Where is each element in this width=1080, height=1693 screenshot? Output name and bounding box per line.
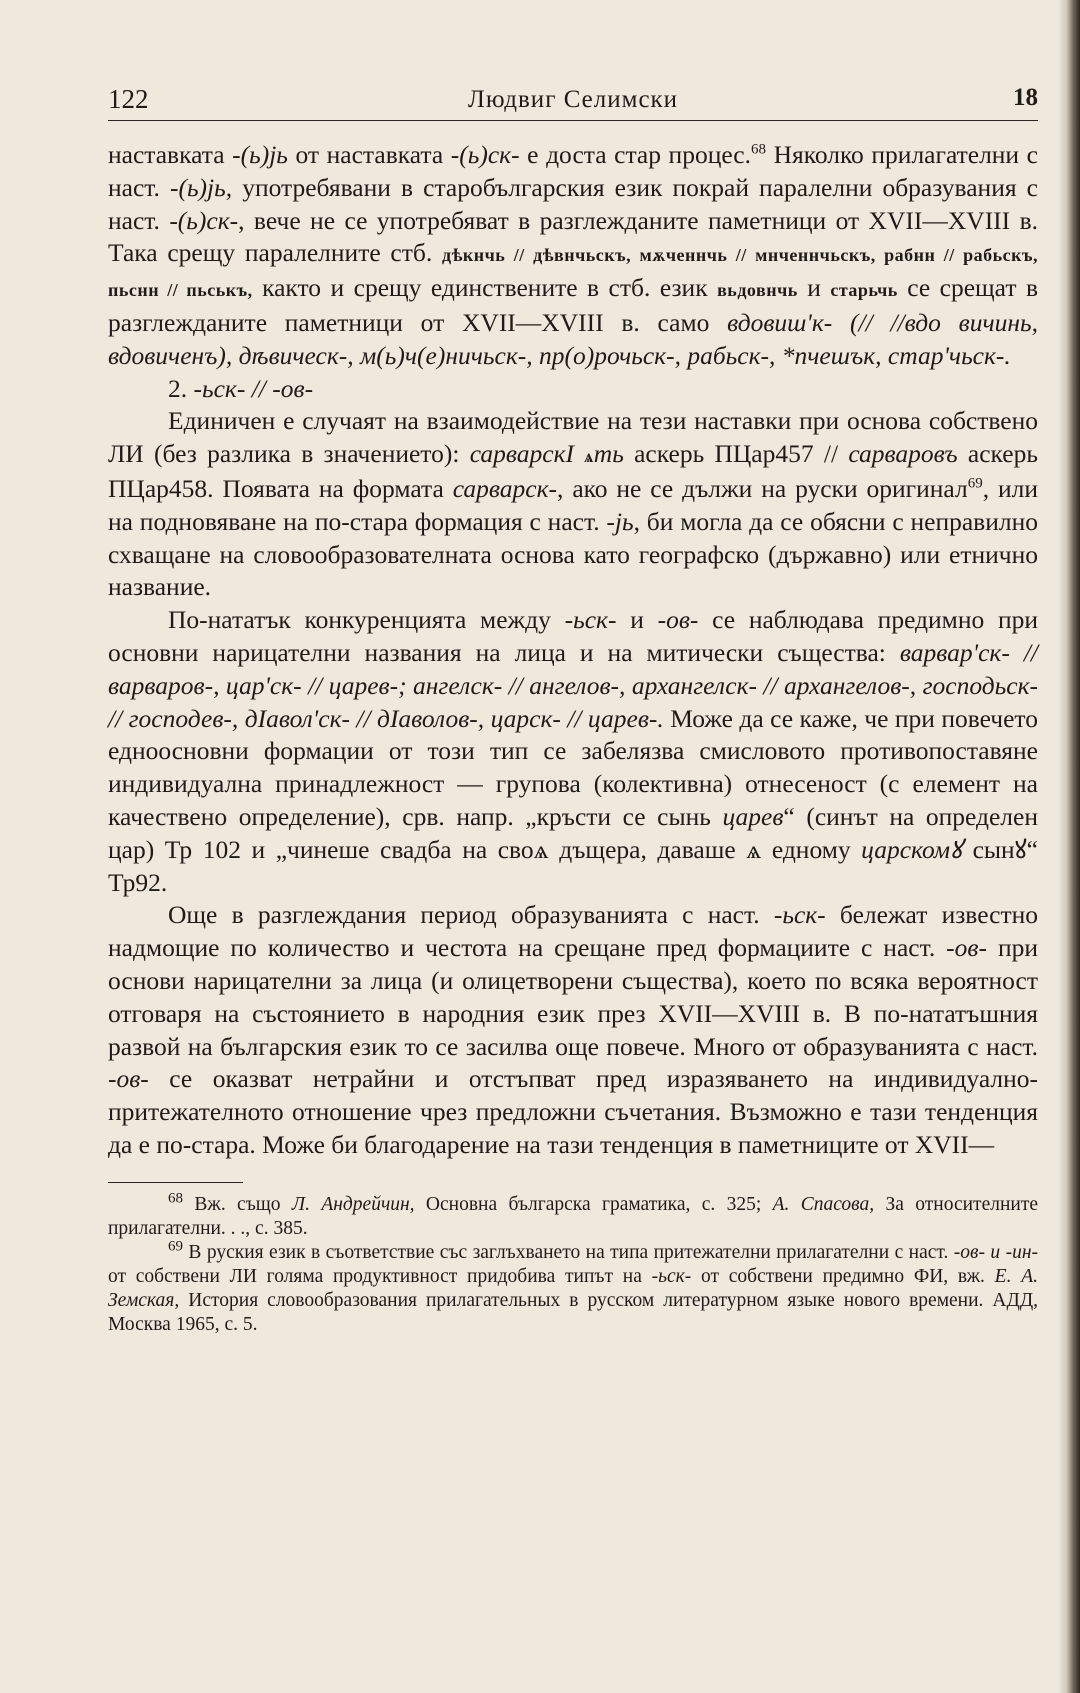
footnote-69: $^{69}$ В руския език в съответствие със заглъхването на типа притежателни прилагателни с наст. -ов- и -ин- от собствени ЛИ голяма продуктивност придобива типът на -ьск- от собствени предимно ФИ, вж. Е. А. Земская, История словообразования прилагательных в русском литературном языке нового времени. АДД, Москва 1965, с. 5. [108,1238,1038,1335]
main-text [108,139,1038,1162]
book-page [108,80,1038,1337]
paragraph: По-нататък конкуренцията между -ьск- и -ов- се наблюдава предимно при основни нарицателни названия на лица и на митически същества: варвар'ск- // варваров-, цар'ск- // царев-; ангелск- // ангелов-, архангелск- // архангелов-, господьск- // господев-, дІавол'ск- // дІаволов-, царск- // царев-. Може да се каже, че при повечето едноосновни формации от този тип се забелязва смисловото противопоставяне индивидуална принадлежност — групова (колективна) отнесеност (с елемент на качествено определение), срв. напр. „кръсти се сынь царев“ (синът на определен цар) Тр 102 и „чинеше свадба на своѧ дъщера, даваше ѧ едному царскомꙋ сынꙋ“ Тр92. [108,605,1038,897]
paragraph: наставката -(ь)јь от наставката -(ь)ск- е доста стар процес.$^{68}$ Няколко прилагателни с наст. -(ь)јь, употребявани в старобългарския език покрай паралелни образувания с наст. -(ь)ск-, вече не се употребяват в разглежданите паметници от XVII—XVIII в. Така срещу паралелните стб. дѣкнчь // дѣвнчьскъ, мѫченнчь // мнченнчьскъ, рабнн // рабьскъ, пьснн // пьськъ, както и срещу единствените в стб. език вьдовнчь и старьчь се срещат в разглежданите паметници от XVII—XVIII в. само вдовиш'к- (// //вдо вичинь, вдовиченъ), дѣвическ-, м(ь)ч(е)ничьск-, пр(о)рочьск-, рабьск-, *пчешък, стар'чьск-. [108,140,1039,370]
footnote-68: $^{68}$ Вж. също Л. Андрейчин, Основна българска граматика, с. 325; А. Спасова, За относителните прилагателни. . ., с. 385. [108,1190,1039,1239]
page-binding-shadow [1058,0,1080,1693]
paragraph: Единичен е случаят на взаимодействие на тези наставки при основа собствено ЛИ (без разлика в значението): сарварскІ ѧть аскерь ПЦар457 // сарваровъ аскерь ПЦар458. Появата на формата сарварск-, ако не се дължи на руски оригинал$^{69}$, или на подновяване на по-стара формация с наст. -јь, би могла да се обясни с неправилно схващане на словообразователната основа като географско (държавно) или етнично название. [108,406,1039,602]
running-head [108,80,1038,120]
footnotes [108,1190,1039,1337]
signature-mark: 18 [1013,84,1038,111]
page-number: 122 [108,84,149,114]
footnote-rule [108,1182,243,1183]
running-title: Людвиг Селимски [467,86,679,113]
paragraph: Още в разглеждания период образуванията с наст. -ьск- бележат известно надмощие по количество и честота на срещане пред формациите с наст. -ов- при основи нарицателни за лица (и олицетворени същества), което по всяка вероятност отговаря на състоянието в народния език през XVII—XVIII в. В по-нататъшния развой на българския език то се засилва още повече. Много от образуванията с наст. -ов- се оказват нетрайни и отстъпват пред изразяването на индивидуално-притежателното отношение чрез предложни съчетания. Възможно е тази тенденция да е по-стара. Може би благодарение на тази тенденция в паметниците от XVII— [108,900,1039,1159]
header-rule [108,120,1038,121]
section-heading: 2. -ьск- // -ов- [168,373,314,403]
